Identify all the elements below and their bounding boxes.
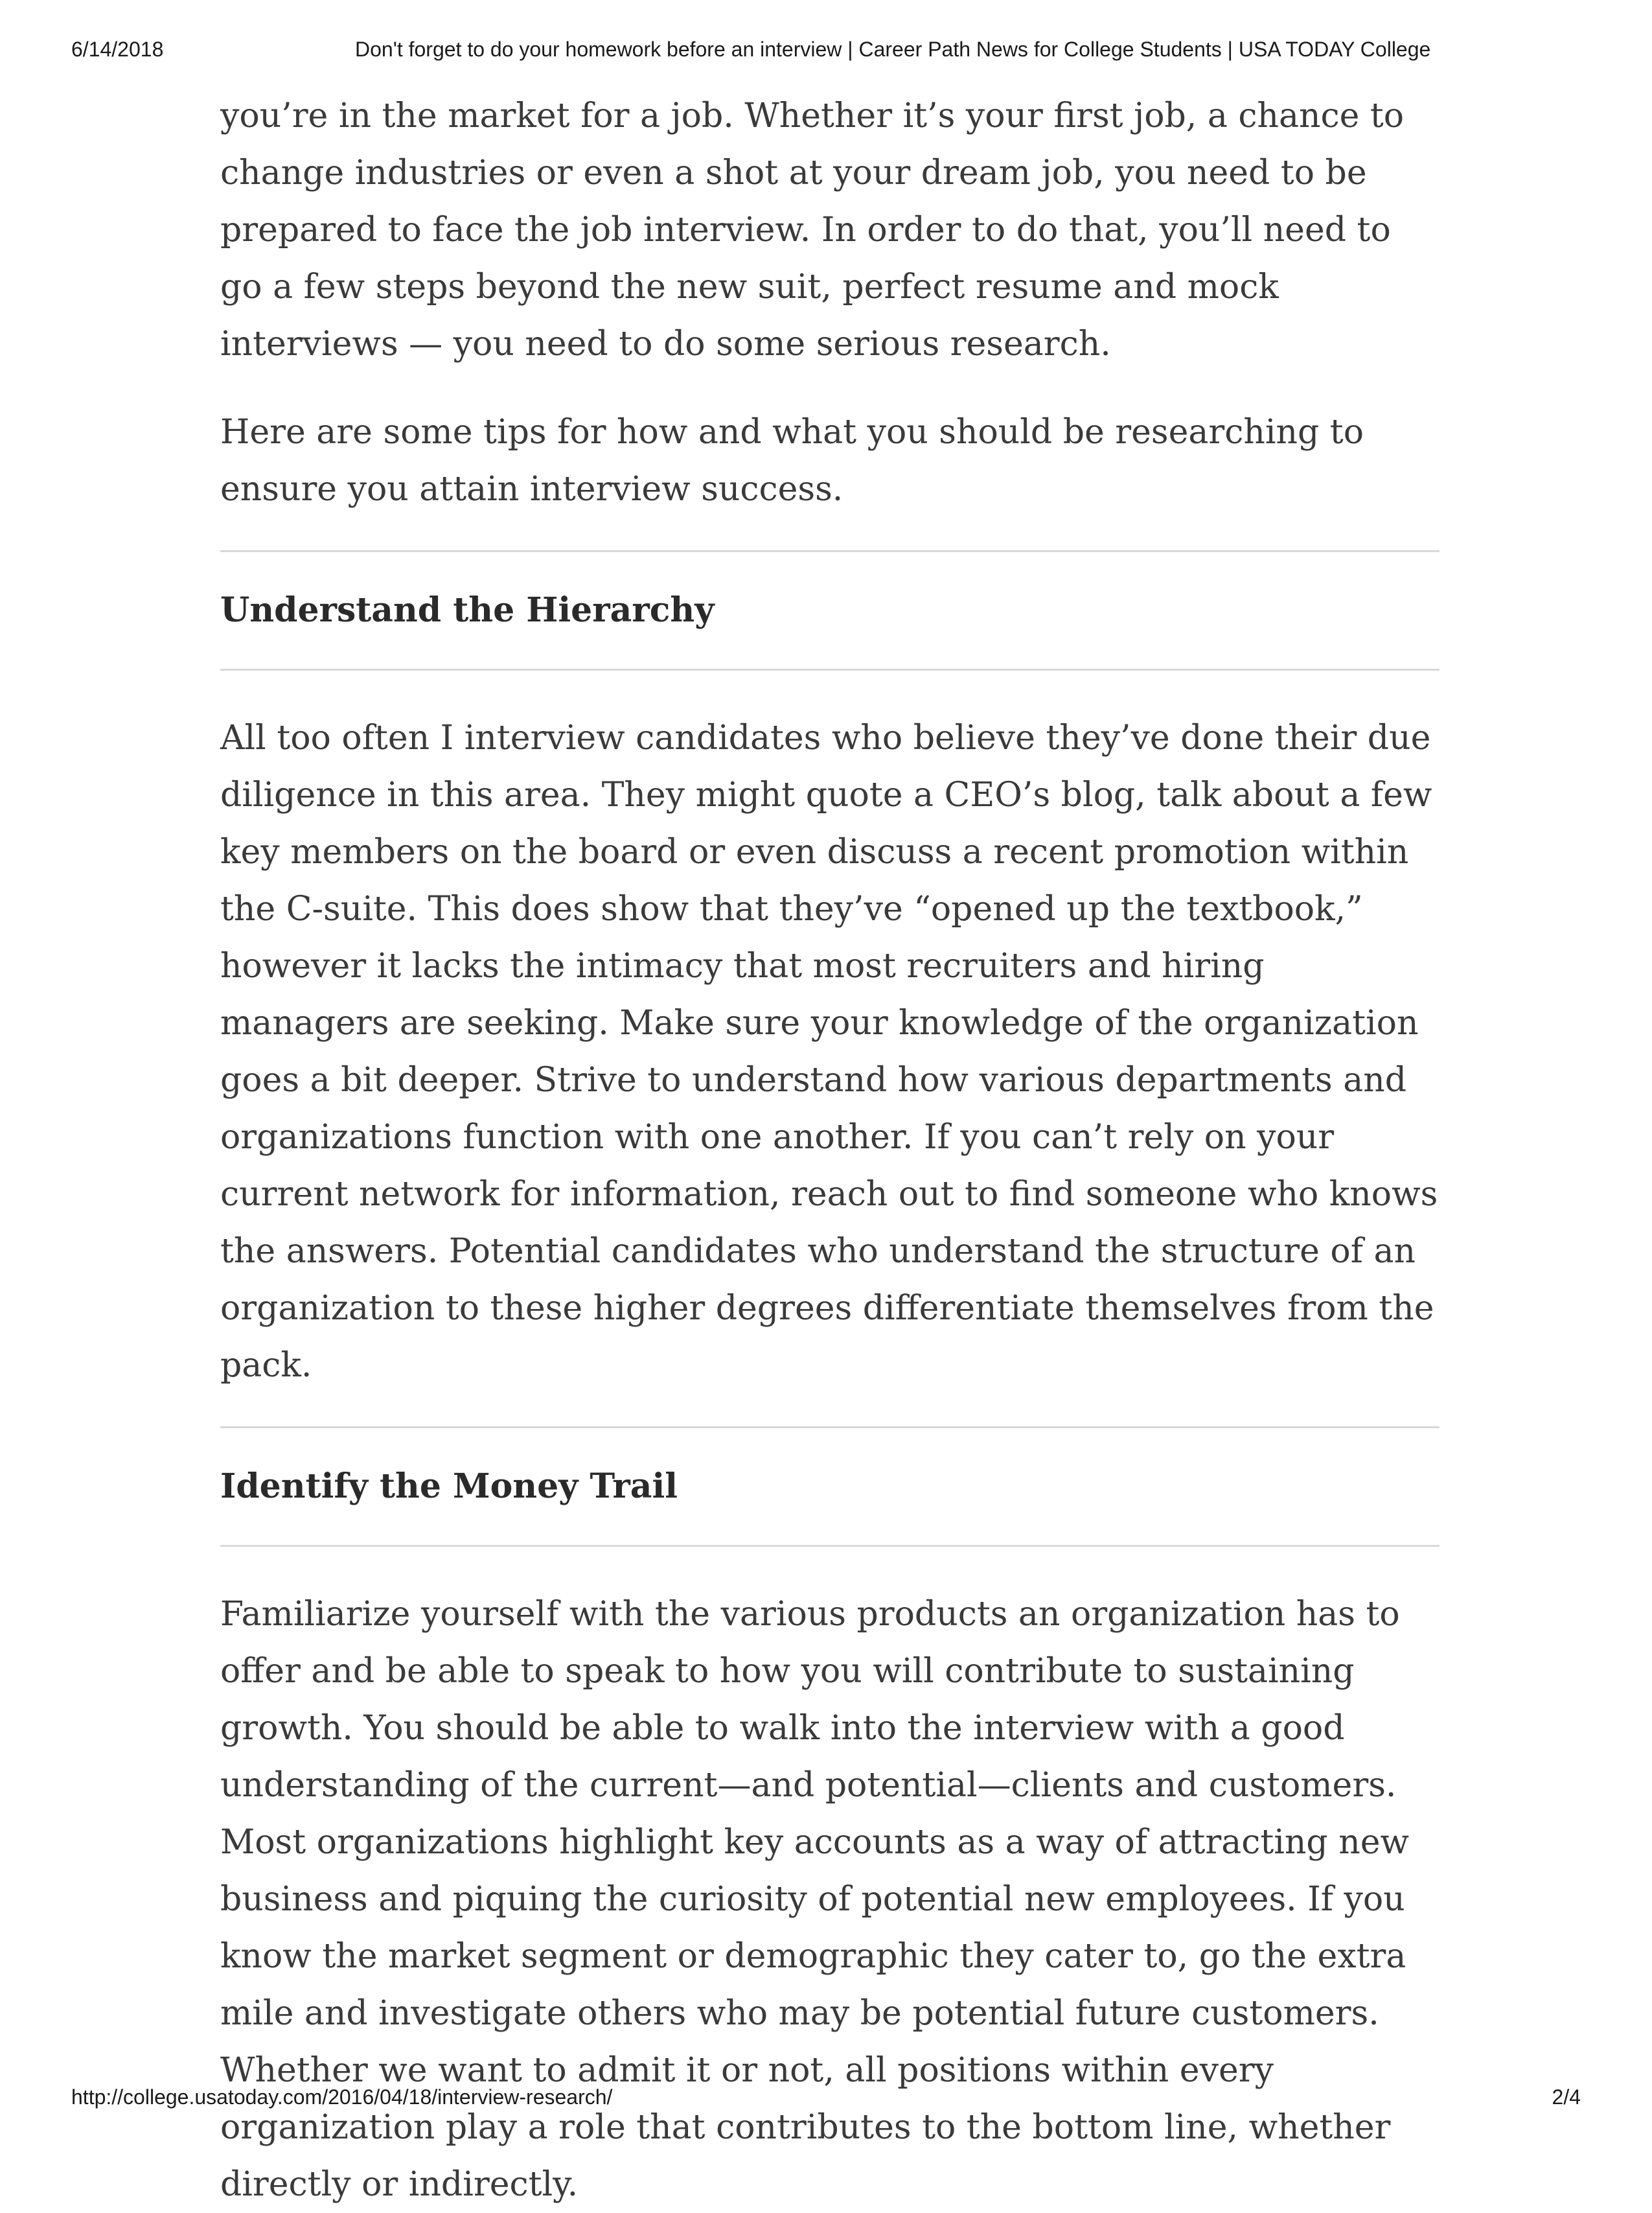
print-url: http://college.usatoday.com/2016/04/18/interview-research/: [71, 2085, 613, 2109]
section-body-money-trail: Familiarize yourself with the various products an organization has to offer and be able to speak to how you will contribute to sustaining growth. You should be able to walk into the interview with a good understanding of the current—and potential—clients and customers. Most organizations highlight key accounts as a way of attracting new business and piquing the curiosity of potential new employees. If you know the market segment or demographic they cater to, go the extra mile and investigate others who may be potential future customers. Whether we want to admit it or not, all positions within every organization play a role that contributes to the bottom line, whether directly or indirectly.: [220, 1595, 1410, 2204]
section-divider: [220, 1545, 1440, 1547]
section-heading-money-trail: Identify the Money Trail: [220, 1466, 678, 1506]
intro-paragraph-1: you’re in the market for a job. Whether it’s your first job, a chance to change industries or even a shot at your dream job, you need to be prepared to face the job interview. In order to do that, you’ll need to go a few steps beyond the new suit, perfect resume and mock interviews — you need to do some serious research.: [220, 97, 1405, 364]
print-page-title: Don't forget to do your homework before an interview | Career Path News for College Students | USA TODAY College: [355, 38, 1431, 61]
section-heading-hierarchy: Understand the Hierarchy: [220, 590, 715, 630]
print-page-number: 2/4: [1552, 2085, 1581, 2109]
print-date: 6/14/2018: [71, 38, 164, 61]
print-header: [0, 38, 1652, 69]
print-footer: [0, 2085, 1652, 2116]
article-body: [220, 87, 1440, 2213]
section-divider: [220, 669, 1440, 671]
intro-paragraph-2: Here are some tips for how and what you should be researching to ensure you attain interview success.: [220, 413, 1364, 509]
section-body-hierarchy: All too often I interview candidates who believe they’ve done their due diligence in this area. They might quote a CEO’s blog, talk about a few key members on the board or even discuss a recent promotion within the C-suite. This does show that they’ve “opened up the textbook,” however it lacks the intimacy that most recruiters and hiring managers are seeking. Make sure your knowledge of the organization goes a bit deeper. Strive to understand how various departments and organizations function with one another. If you can’t rely on your current network for information, reach out to find someone who knows the answers. Potential candidates who understand the structure of an organization to these higher degrees differentiate themselves from the pack.: [220, 719, 1438, 1385]
